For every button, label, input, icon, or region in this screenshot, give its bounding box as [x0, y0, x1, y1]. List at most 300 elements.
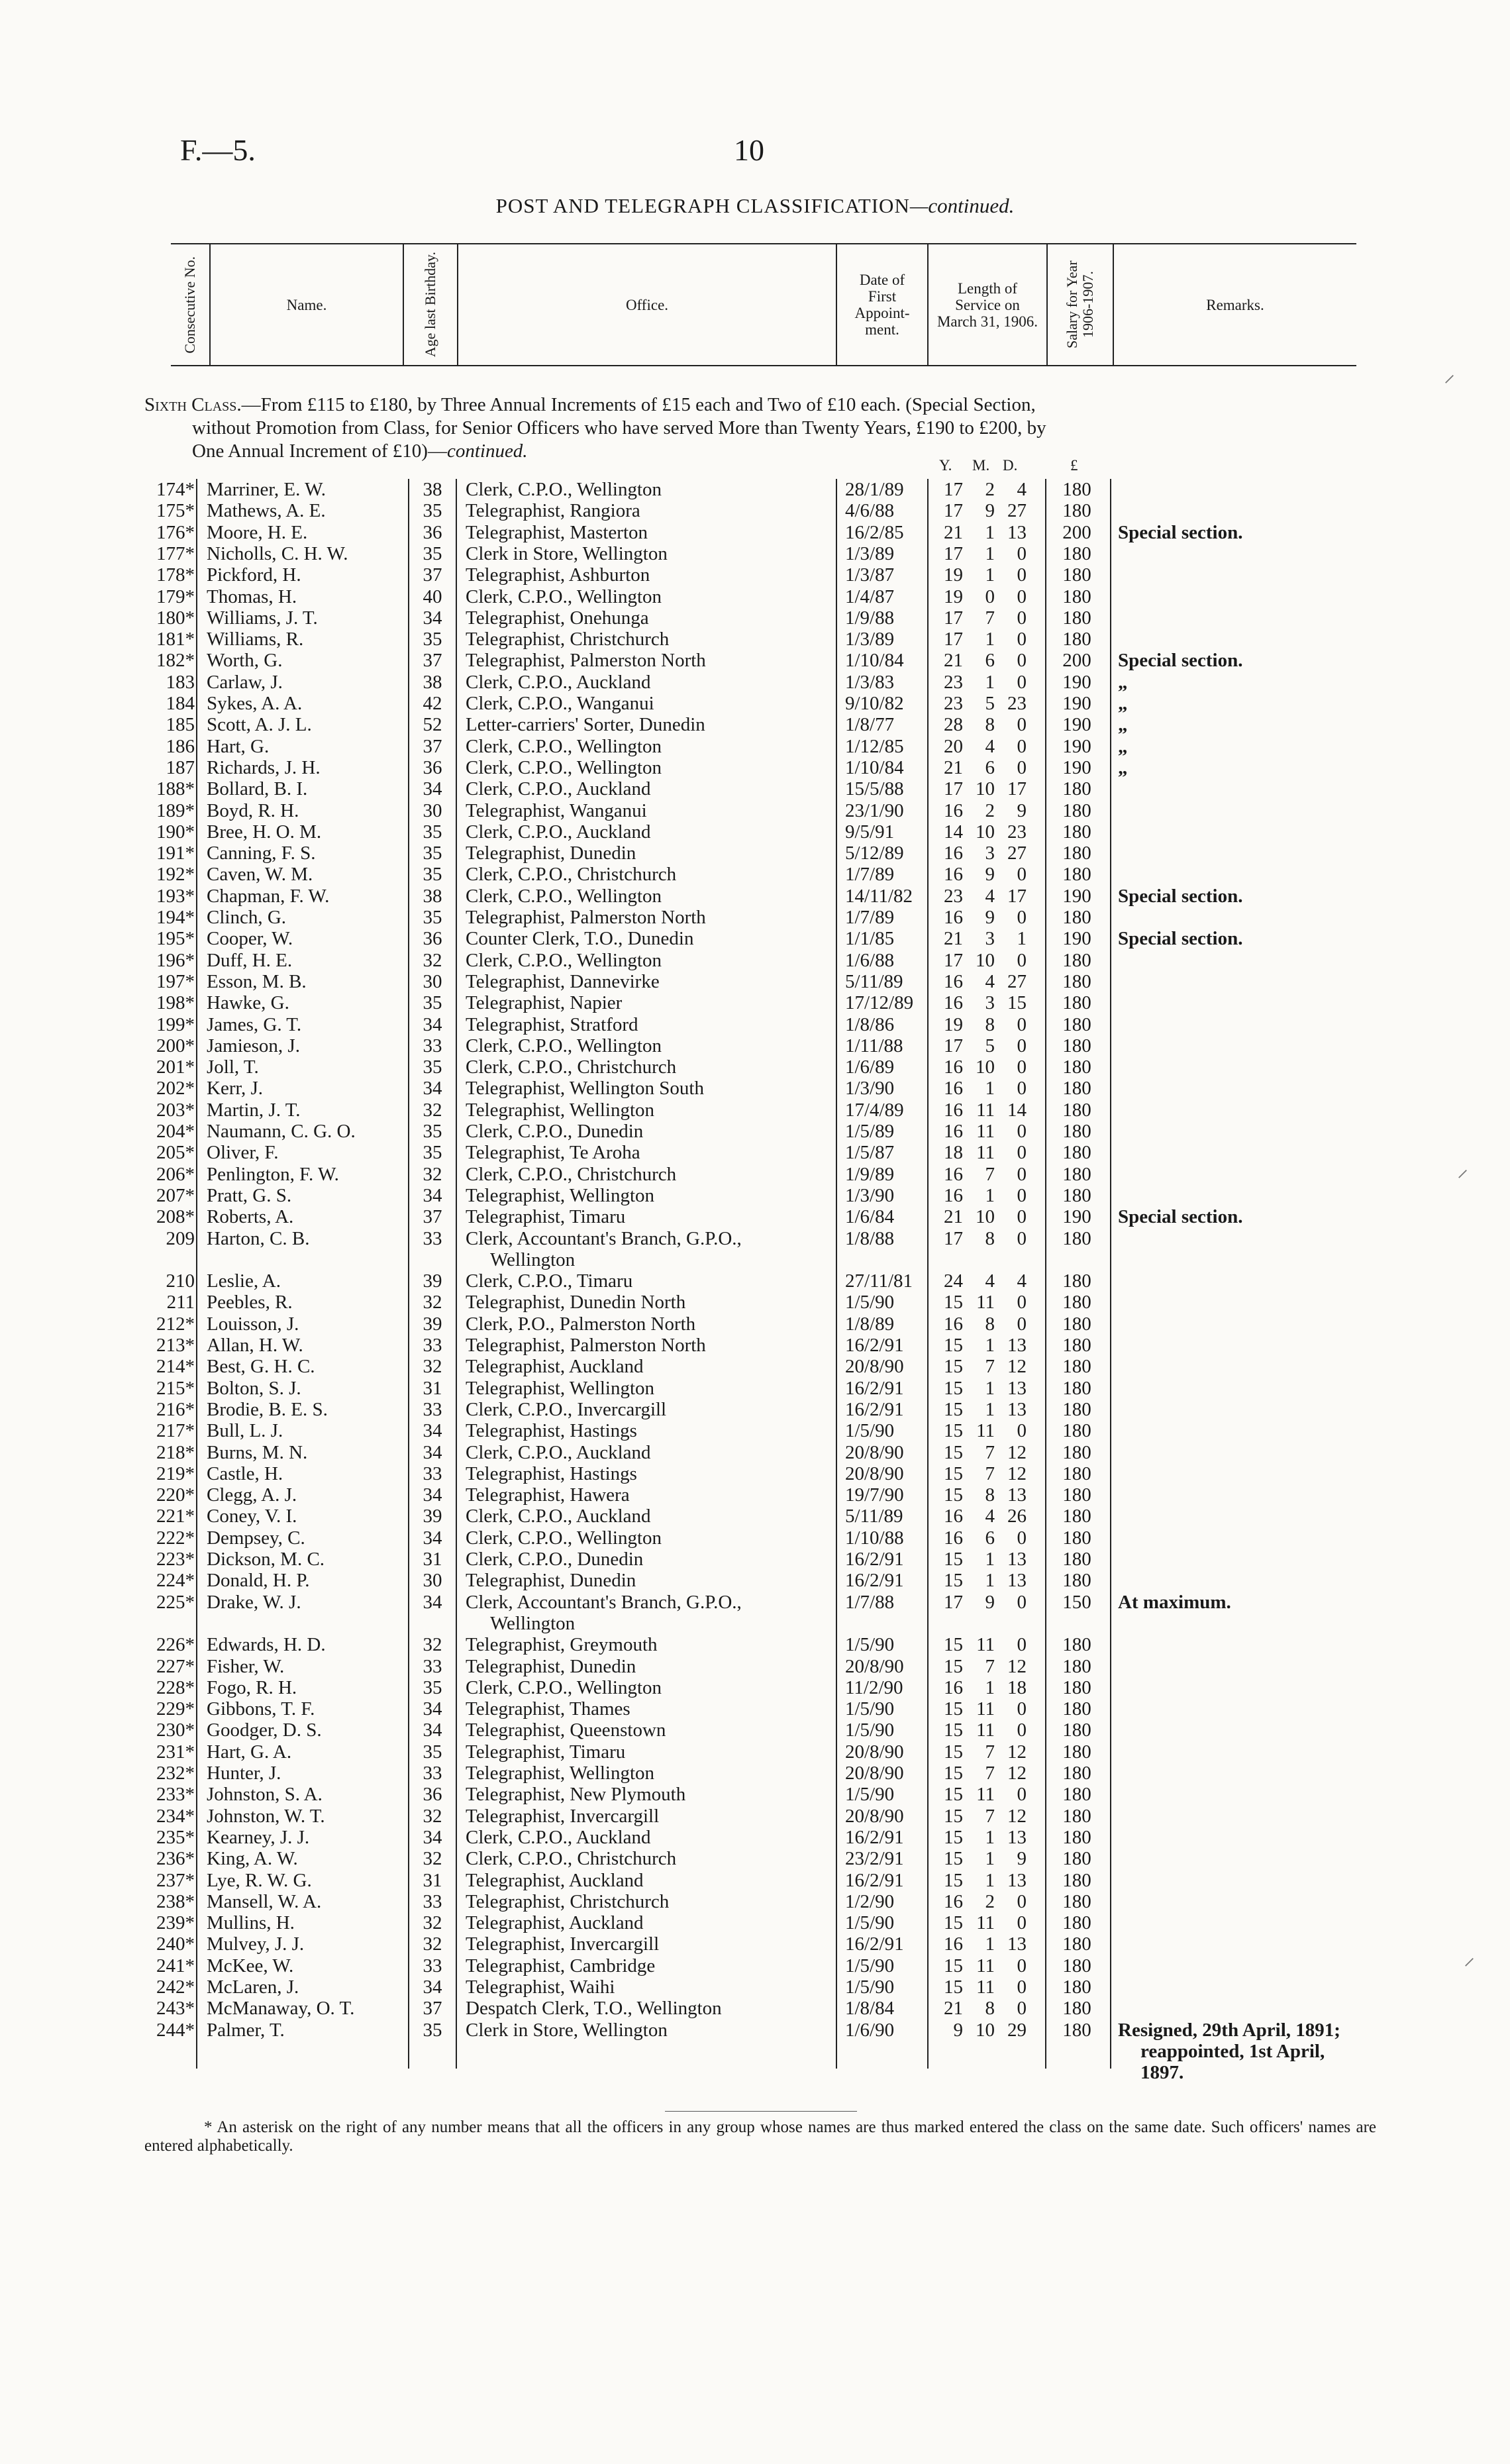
row-months: 10 — [976, 949, 995, 971]
row-number: 176* — [156, 521, 195, 543]
row-office: Counter Clerk, T.O., Dunedin — [466, 928, 694, 950]
row-name: Bree, H. O. M. — [207, 821, 322, 843]
row-office: Clerk, Accountant's Branch, G.P.O., — [466, 1227, 742, 1249]
row-days: 0 — [1017, 607, 1027, 629]
row-age: 32 — [423, 1163, 442, 1185]
row-salary: 180 — [1062, 1890, 1091, 1912]
row-salary: 180 — [1062, 2019, 1091, 2041]
row-salary: 180 — [1062, 1292, 1091, 1313]
row-name: Naumann, C. G. O. — [207, 1121, 356, 1142]
row-age: 34 — [423, 1826, 442, 1848]
row-salary: 180 — [1062, 1121, 1091, 1142]
row-months: 1 — [985, 1826, 995, 1848]
row-months: 7 — [985, 1655, 995, 1677]
row-name: Joll, T. — [207, 1056, 259, 1078]
row-number: 201* — [156, 1056, 195, 1078]
row-office: Telegraphist, Hastings — [466, 1463, 637, 1484]
row-date: 9/10/82 — [845, 693, 904, 714]
row-salary: 180 — [1062, 1527, 1091, 1549]
unit-years: Y. — [939, 457, 952, 474]
row-salary: 180 — [1062, 1356, 1091, 1378]
row-date: 14/11/82 — [845, 885, 913, 907]
row-office: Clerk, C.P.O., Wellington — [466, 479, 662, 500]
row-months: 4 — [985, 885, 995, 907]
table-row — [0, 992, 1510, 1013]
row-number: 220* — [156, 1484, 195, 1506]
row-number: 186 — [166, 735, 195, 757]
row-name: Lye, R. W. G. — [207, 1869, 312, 1891]
row-months: 2 — [985, 1890, 995, 1912]
row-years: 15 — [944, 1763, 963, 1784]
row-months: 8 — [985, 714, 995, 736]
row-office: Clerk, C.P.O., Wellington — [466, 1676, 662, 1698]
row-name: Bollard, B. I. — [207, 778, 308, 800]
row-days: 23 — [1007, 821, 1027, 843]
row-years: 19 — [944, 564, 963, 586]
row-salary: 180 — [1062, 1270, 1091, 1292]
row-age: 31 — [423, 1549, 442, 1570]
row-name: Bolton, S. J. — [207, 1377, 301, 1399]
row-months: 11 — [976, 1099, 995, 1121]
row-number: 191* — [156, 843, 195, 864]
row-date: 1/8/88 — [845, 1227, 895, 1249]
row-age: 33 — [423, 1763, 442, 1784]
row-years: 21 — [944, 521, 963, 543]
row-months: 4 — [985, 1506, 995, 1527]
table-row — [0, 1185, 1510, 1206]
row-date: 1/3/90 — [845, 1078, 895, 1100]
table-row — [0, 1677, 1510, 1698]
row-age: 32 — [423, 1933, 442, 1955]
row-office: Telegraphist, Timaru — [466, 1206, 626, 1228]
row-date: 1/2/90 — [845, 1890, 895, 1912]
row-date: 1/5/90 — [845, 1720, 895, 1741]
row-years: 17 — [944, 1227, 963, 1249]
row-date: 20/8/90 — [845, 1441, 904, 1463]
col-salary: Salary for Year 1906-1907. — [1046, 244, 1113, 365]
row-name: Donald, H. P. — [207, 1570, 310, 1592]
table-row — [0, 1078, 1510, 1099]
row-years: 15 — [944, 1335, 963, 1356]
row-salary: 180 — [1062, 1634, 1091, 1656]
row-date: 23/1/90 — [845, 799, 904, 821]
row-age: 33 — [423, 1955, 442, 1976]
row-months: 1 — [985, 1377, 995, 1399]
row-name: Scott, A. J. L. — [207, 714, 312, 736]
row-days: 9 — [1017, 799, 1027, 821]
row-years: 17 — [944, 479, 963, 500]
row-date: 1/8/86 — [845, 1013, 895, 1035]
row-date: 20/8/90 — [845, 1655, 904, 1677]
row-number: 241* — [156, 1955, 195, 1976]
margin-mark: ⸝ — [1444, 362, 1455, 387]
row-days: 17 — [1007, 778, 1027, 800]
table-row — [0, 1998, 1510, 2019]
row-years: 28 — [944, 714, 963, 736]
table-row — [0, 1356, 1510, 1377]
row-days: 0 — [1017, 1720, 1027, 1741]
row-number: 214* — [156, 1356, 195, 1378]
row-months: 11 — [976, 1912, 995, 1934]
row-date: 1/5/90 — [845, 1292, 895, 1313]
row-days: 4 — [1017, 479, 1027, 500]
row-number: 232* — [156, 1763, 195, 1784]
row-number: 237* — [156, 1869, 195, 1891]
table-row — [0, 1335, 1510, 1356]
row-days: 0 — [1017, 564, 1027, 586]
row-salary: 180 — [1062, 1741, 1091, 1763]
row-name: Duff, H. E. — [207, 949, 293, 971]
row-age: 37 — [423, 735, 442, 757]
row-days: 0 — [1017, 1890, 1027, 1912]
row-days: 26 — [1007, 1506, 1027, 1527]
row-days: 0 — [1017, 1292, 1027, 1313]
row-salary: 180 — [1062, 1184, 1091, 1206]
row-office: Clerk, C.P.O., Christchurch — [466, 1848, 677, 1870]
row-days: 0 — [1017, 586, 1027, 607]
row-salary: 190 — [1062, 735, 1091, 757]
row-name: Kearney, J. J. — [207, 1826, 310, 1848]
table-row — [0, 1870, 1510, 1891]
table-row — [0, 1442, 1510, 1463]
row-years: 15 — [944, 1698, 963, 1720]
table-row — [0, 1698, 1510, 1720]
row-days: 13 — [1007, 1549, 1027, 1570]
row-number: 230* — [156, 1720, 195, 1741]
row-office: Clerk, C.P.O., Auckland — [466, 671, 651, 693]
unit-months: M. — [972, 457, 990, 474]
row-number: 190* — [156, 821, 195, 843]
row-age: 35 — [423, 542, 442, 564]
row-date: 1/5/90 — [845, 1784, 895, 1806]
row-salary: 180 — [1062, 1420, 1091, 1442]
row-months: 5 — [985, 1035, 995, 1056]
row-date: 1/12/85 — [845, 735, 904, 757]
row-days: 13 — [1007, 521, 1027, 543]
table-row — [0, 1164, 1510, 1185]
row-number: 181* — [156, 629, 195, 650]
table-row — [0, 1292, 1510, 1313]
row-days: 13 — [1007, 1377, 1027, 1399]
row-months: 11 — [976, 1292, 995, 1313]
row-age: 39 — [423, 1313, 442, 1335]
row-date: 1/3/90 — [845, 1184, 895, 1206]
section-line3: One Annual Increment of £10)—continued. — [192, 440, 528, 462]
row-years: 23 — [944, 885, 963, 907]
row-days: 27 — [1007, 500, 1027, 522]
row-years: 16 — [944, 1121, 963, 1142]
row-salary: 180 — [1062, 1398, 1091, 1420]
row-salary: 180 — [1062, 1549, 1091, 1570]
row-date: 17/12/89 — [845, 992, 914, 1014]
row-salary: 190 — [1062, 756, 1091, 778]
row-age: 34 — [423, 1420, 442, 1442]
table-row — [0, 1891, 1510, 1912]
row-years: 15 — [944, 1570, 963, 1592]
row-office: Clerk, C.P.O., Dunedin — [466, 1121, 644, 1142]
row-office: Telegraphist, Ashburton — [466, 564, 650, 586]
row-years: 16 — [944, 1676, 963, 1698]
table-row — [0, 907, 1510, 928]
row-salary: 180 — [1062, 629, 1091, 650]
row-months: 7 — [985, 1356, 995, 1378]
row-number: 178* — [156, 564, 195, 586]
row-office: Telegraphist, Hawera — [466, 1484, 630, 1506]
row-remarks: At maximum. — [1118, 1591, 1231, 1613]
col-office: Office. — [457, 244, 836, 365]
row-salary: 180 — [1062, 970, 1091, 992]
row-remarks: Special section. — [1118, 928, 1243, 950]
row-years: 15 — [944, 1741, 963, 1763]
row-name: Best, G. H. C. — [207, 1356, 315, 1378]
page-title — [0, 194, 1510, 218]
row-date: 1/8/89 — [845, 1313, 895, 1335]
row-name: Allan, H. W. — [207, 1335, 303, 1356]
row-age: 39 — [423, 1270, 442, 1292]
row-months: 1 — [985, 1676, 995, 1698]
row-name: Palmer, T. — [207, 2019, 285, 2041]
row-office: Clerk, C.P.O., Auckland — [466, 1441, 651, 1463]
row-number: 244* — [156, 2019, 195, 2041]
row-age: 33 — [423, 1227, 442, 1249]
row-salary: 180 — [1062, 1163, 1091, 1185]
row-office: Telegraphist, New Plymouth — [466, 1784, 686, 1806]
row-months: 1 — [985, 1184, 995, 1206]
row-name: Mulvey, J. J. — [207, 1933, 305, 1955]
row-number: 175* — [156, 500, 195, 522]
row-date: 1/10/84 — [845, 756, 904, 778]
table-row — [0, 1976, 1510, 1998]
row-number: 200* — [156, 1035, 195, 1056]
table-row — [0, 864, 1510, 885]
row-name: Esson, M. B. — [207, 970, 307, 992]
row-salary: 180 — [1062, 1848, 1091, 1870]
row-age: 34 — [423, 1184, 442, 1206]
row-months: 10 — [976, 2019, 995, 2041]
table-row — [0, 500, 1510, 521]
row-date: 1/5/90 — [845, 1698, 895, 1720]
row-number: 219* — [156, 1463, 195, 1484]
row-months: 1 — [985, 564, 995, 586]
row-office: Clerk, C.P.O., Christchurch — [466, 1163, 677, 1185]
row-name: Sykes, A. A. — [207, 693, 303, 714]
row-years: 17 — [944, 607, 963, 629]
row-name: Clinch, G. — [207, 907, 287, 928]
row-office: Telegraphist, Invercargill — [466, 1805, 660, 1827]
row-months: 5 — [985, 693, 995, 714]
row-date: 1/9/88 — [845, 607, 895, 629]
row-office: Telegraphist, Invercargill — [466, 1933, 660, 1955]
row-days: 0 — [1017, 1784, 1027, 1806]
row-days: 0 — [1017, 1955, 1027, 1976]
row-date: 1/3/89 — [845, 629, 895, 650]
row-months: 7 — [985, 607, 995, 629]
row-years: 16 — [944, 1313, 963, 1335]
row-salary: 180 — [1062, 949, 1091, 971]
row-date: 1/11/88 — [845, 1035, 903, 1056]
row-age: 34 — [423, 1698, 442, 1720]
row-office-cont: Wellington — [490, 1249, 576, 1270]
row-number: 193* — [156, 885, 195, 907]
row-name: Hawke, G. — [207, 992, 289, 1014]
unit-pound: £ — [1070, 457, 1078, 474]
row-months: 1 — [985, 1933, 995, 1955]
row-name: Dempsey, C. — [207, 1527, 305, 1549]
row-number: 226* — [156, 1634, 195, 1656]
row-office: Clerk, C.P.O., Auckland — [466, 1506, 651, 1527]
row-date: 16/2/91 — [845, 1335, 904, 1356]
row-age: 32 — [423, 949, 442, 971]
row-office: Telegraphist, Waihi — [466, 1976, 615, 1998]
row-number: 197* — [156, 970, 195, 992]
row-age: 34 — [423, 1720, 442, 1741]
col-age: Age last Birthday. — [403, 244, 457, 365]
row-salary: 190 — [1062, 671, 1091, 693]
row-remarks: Special section. — [1118, 650, 1243, 672]
row-age: 39 — [423, 1506, 442, 1527]
row-years: 19 — [944, 1013, 963, 1035]
row-age: 32 — [423, 1848, 442, 1870]
row-years: 15 — [944, 1869, 963, 1891]
row-date: 16/2/91 — [845, 1398, 904, 1420]
row-days: 13 — [1007, 1398, 1027, 1420]
row-days: 0 — [1017, 1313, 1027, 1335]
row-years: 15 — [944, 1463, 963, 1484]
row-salary: 180 — [1062, 500, 1091, 522]
row-name: Richards, J. H. — [207, 756, 321, 778]
row-days: 17 — [1007, 885, 1027, 907]
row-name: Oliver, F. — [207, 1142, 279, 1164]
col-date: Date of First Appoint- ment. — [836, 244, 927, 365]
table-row — [0, 1378, 1510, 1399]
row-months: 7 — [985, 1763, 995, 1784]
row-office: Clerk, Accountant's Branch, G.P.O., — [466, 1591, 742, 1613]
row-number: 203* — [156, 1099, 195, 1121]
row-salary: 180 — [1062, 821, 1091, 843]
row-office: Telegraphist, Palmerston North — [466, 907, 706, 928]
row-salary: 180 — [1062, 1078, 1091, 1100]
row-years: 16 — [944, 992, 963, 1014]
row-days: 29 — [1007, 2019, 1027, 2041]
rule-no — [196, 479, 197, 2069]
row-date: 1/10/88 — [845, 1527, 904, 1549]
row-days: 0 — [1017, 1078, 1027, 1100]
row-date: 1/5/89 — [845, 1121, 895, 1142]
row-years: 21 — [944, 928, 963, 950]
row-months: 1 — [985, 521, 995, 543]
row-months: 7 — [985, 1163, 995, 1185]
row-salary: 180 — [1062, 1655, 1091, 1677]
row-number: 216* — [156, 1398, 195, 1420]
row-office: Telegraphist, Wellington — [466, 1184, 655, 1206]
row-years: 15 — [944, 1955, 963, 1976]
row-months: 9 — [985, 907, 995, 928]
row-salary: 180 — [1062, 479, 1091, 500]
row-date: 20/8/90 — [845, 1741, 904, 1763]
row-days: 0 — [1017, 1634, 1027, 1656]
table-row — [0, 1206, 1510, 1227]
row-months: 11 — [976, 1121, 995, 1142]
row-days: 0 — [1017, 1035, 1027, 1056]
table-row — [0, 821, 1510, 843]
row-date: 20/8/90 — [845, 1805, 904, 1827]
table-row — [0, 1228, 1510, 1271]
row-age: 31 — [423, 1869, 442, 1891]
table-row — [0, 1463, 1510, 1484]
row-months: 4 — [985, 970, 995, 992]
row-salary: 190 — [1062, 928, 1091, 950]
row-date: 1/6/89 — [845, 1056, 895, 1078]
row-years: 15 — [944, 1784, 963, 1806]
row-years: 15 — [944, 1441, 963, 1463]
row-date: 20/8/90 — [845, 1356, 904, 1378]
row-days: 0 — [1017, 1998, 1027, 2020]
row-name: Goodger, D. S. — [207, 1720, 322, 1741]
row-years: 16 — [944, 1933, 963, 1955]
row-name: Penlington, F. W. — [207, 1163, 339, 1185]
row-name: Cooper, W. — [207, 928, 293, 950]
row-years: 15 — [944, 1912, 963, 1934]
table-row — [0, 1656, 1510, 1677]
row-date: 1/8/77 — [845, 714, 895, 736]
row-years: 21 — [944, 756, 963, 778]
row-number: 239* — [156, 1912, 195, 1934]
row-name: Pratt, G. S. — [207, 1184, 292, 1206]
table-row — [0, 522, 1510, 543]
row-salary: 180 — [1062, 1676, 1091, 1698]
row-office: Clerk, C.P.O., Auckland — [466, 821, 651, 843]
row-name: Dickson, M. C. — [207, 1549, 325, 1570]
row-salary: 180 — [1062, 1463, 1091, 1484]
row-salary: 180 — [1062, 1013, 1091, 1035]
row-months: 3 — [985, 992, 995, 1014]
row-office: Clerk, C.P.O., Auckland — [466, 1826, 651, 1848]
row-age: 30 — [423, 970, 442, 992]
unit-days: D. — [1003, 457, 1018, 474]
row-years: 18 — [944, 1142, 963, 1164]
row-years: 15 — [944, 1549, 963, 1570]
row-days: 0 — [1017, 864, 1027, 886]
table-row — [0, 607, 1510, 629]
row-number: 227* — [156, 1655, 195, 1677]
row-number: 211 — [166, 1292, 195, 1313]
row-salary: 200 — [1062, 521, 1091, 543]
row-age: 33 — [423, 1463, 442, 1484]
table-row — [0, 564, 1510, 586]
row-remarks-cont: reappointed, 1st April, — [1140, 2040, 1325, 2062]
row-months: 1 — [985, 1848, 995, 1870]
row-office: Telegraphist, Napier — [466, 992, 623, 1014]
row-age: 38 — [423, 885, 442, 907]
row-years: 15 — [944, 1484, 963, 1506]
row-age: 33 — [423, 1398, 442, 1420]
row-name: Martin, J. T. — [207, 1099, 301, 1121]
row-years: 15 — [944, 1356, 963, 1378]
row-months: 6 — [985, 1527, 995, 1549]
row-date: 16/2/91 — [845, 1869, 904, 1891]
row-office: Telegraphist, Auckland — [466, 1912, 644, 1934]
row-name: Fogo, R. H. — [207, 1676, 297, 1698]
row-months: 8 — [985, 1313, 995, 1335]
row-age: 40 — [423, 586, 442, 607]
row-name: Mullins, H. — [207, 1912, 295, 1934]
row-months: 1 — [985, 671, 995, 693]
row-number: 221* — [156, 1506, 195, 1527]
row-age: 32 — [423, 1356, 442, 1378]
rule-office — [836, 479, 837, 2069]
row-salary: 180 — [1062, 1099, 1091, 1121]
row-name: Clegg, A. J. — [207, 1484, 297, 1506]
